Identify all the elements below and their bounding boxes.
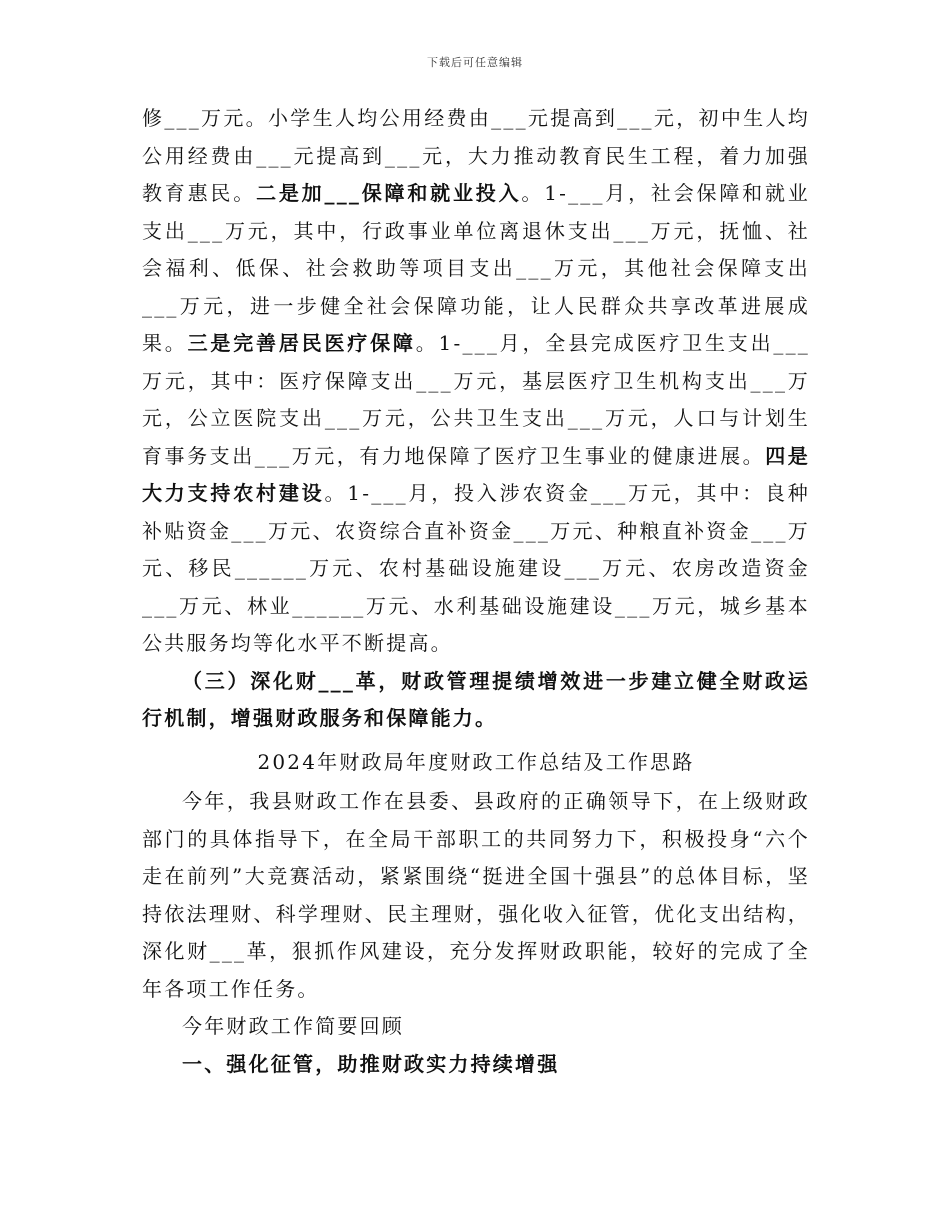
document-title: 2024年财政局年度财政工作总结及工作思路 <box>257 749 695 774</box>
paragraph-fiscal-spending <box>142 100 810 663</box>
paragraph-text: 。1-___月，投入涉农资金___万元，其中：良种补贴资金___万元、农资综合直补资金___万元、种粮直补资金___万元、移民______万元、农村基础设施建设___万元、农房改造资金___万元、林业______万元、水利基础设施建设___万元，城乡基本公共服务均等化水平不断提高。 <box>142 481 810 655</box>
section-heading-reform: （三）深化财___革，财政管理提绩增效进一步建立健全财政运行机制，增强财政服务和保障能力。 <box>142 668 810 730</box>
page-header: 下载后可任意编辑 <box>427 56 523 69</box>
bold-heading-rural: 四是大力支持农村建设 <box>142 443 810 505</box>
document-body <box>142 100 810 1083</box>
paragraph-text: 修___万元。小学生人均公用经费由___元提高到___元，初中生人均公用经费由___元提高到___元，大力推动教育民生工程，着力加强教育惠民。 <box>142 106 810 205</box>
bold-heading-social-security: 二是加___保障和就业投入 <box>256 181 522 205</box>
section-heading-one: 一、强化征管，助推财政实力持续增强 <box>182 1051 560 1076</box>
bold-heading-medical: 三是完善居民医疗保障 <box>187 331 416 355</box>
paragraph-intro: 今年，我县财政工作在县委、县政府的正确领导下，在上级财政部门的具体指导下，在全局干部职工的共同努力下，积极投身“六个走在前列”大竞赛活动，紧紧围绕“挺进全国十强县”的总体目标，坚持依法理财、科学理财、民主理财，强化收入征管，优化支出结构，深化财___革，狠抓作风建设，充分发挥财政职能，较好的完成了全年各项工作任务。 <box>142 789 810 1001</box>
paragraph-review-label: 今年财政工作简要回顾 <box>182 1014 404 1038</box>
paragraph-text: 。1-___月，全县完成医疗卫生支出___万元，其中：医疗保障支出___万元，基层医疗卫生机构支出___万元，公立医院支出___万元，公共卫生支出___万元，人口与计划生育事务支出___万元，有力地保障了医疗卫生事业的健康进展。 <box>142 331 810 468</box>
paragraph-text: 。1-___月，社会保障和就业支出___万元，其中，行政事业单位离退休支出___万元，抚恤、社会福利、低保、社会救助等项目支出___万元，其他社会保障支出___万元，进一步健全社会保障功能，让人民群众共享改革进展成果。 <box>142 181 811 355</box>
